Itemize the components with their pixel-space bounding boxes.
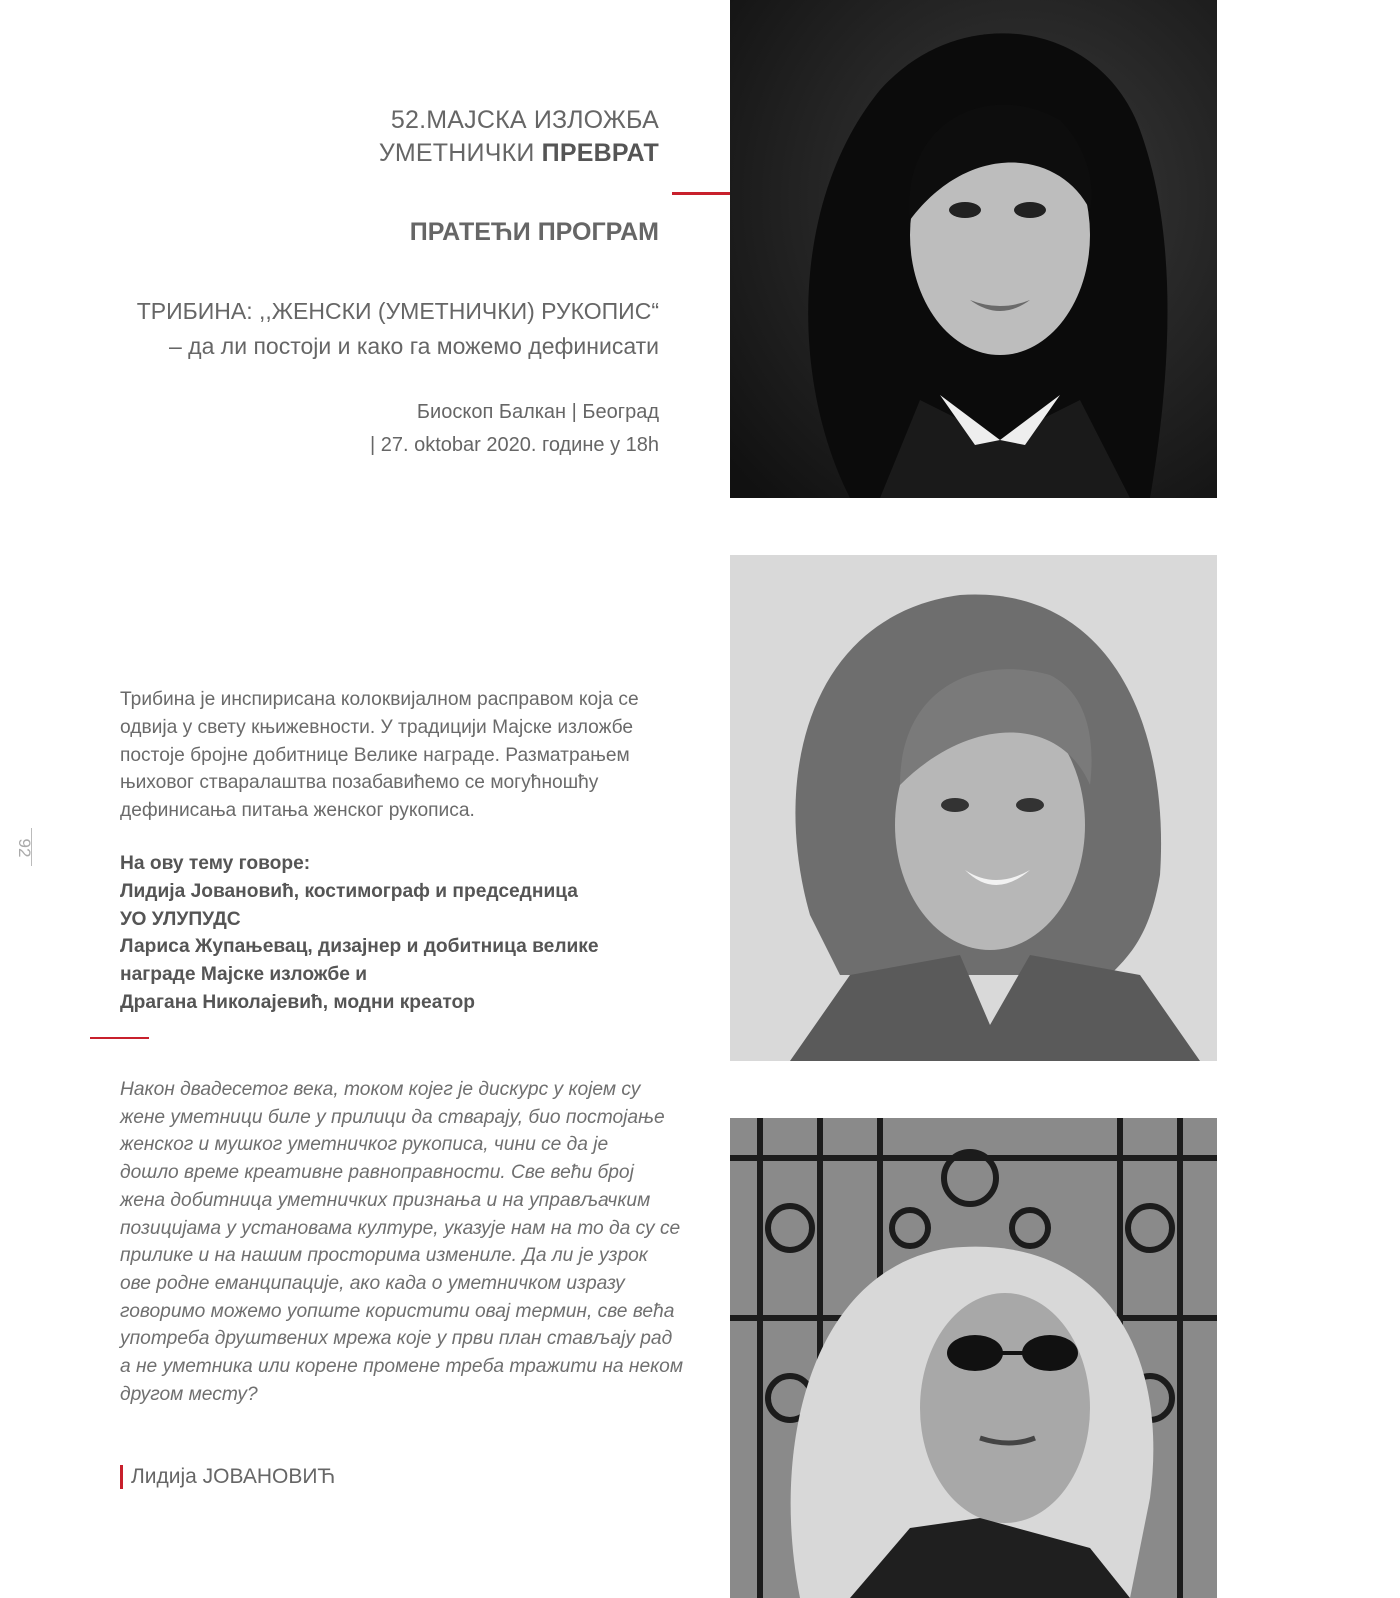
speaker-line: Драгана Николајевић, модни креатор xyxy=(120,991,475,1013)
exhibition-subtitle xyxy=(379,136,659,170)
exhibition-title: 52.МАЈСКА ИЗЛОЖБА xyxy=(390,106,659,134)
author-signature xyxy=(120,1465,335,1489)
author-accent-bar xyxy=(120,1465,123,1489)
essay-line: прилике и на нашим просторима измениле. Да ли је узрок xyxy=(120,1245,648,1267)
subtitle-regular: УМЕТНИЧКИ xyxy=(378,139,535,167)
portrait-photo-2 xyxy=(730,555,1217,1061)
red-divider-top xyxy=(672,192,732,195)
essay-line: говоримо можемо уопште користити овај термин, све већа xyxy=(120,1300,675,1322)
essay-line: Након двадесетог века, током којег је дискурс у којем су xyxy=(120,1079,641,1100)
essay-line: жене уметници биле у прилици да стварају, био постојање xyxy=(120,1106,665,1128)
essay-text xyxy=(120,1076,684,1408)
speakers-list xyxy=(120,850,680,1017)
program-heading: ПРАТЕЋИ ПРОГРАМ xyxy=(409,218,659,246)
red-divider-mid xyxy=(90,1037,149,1039)
essay-line: жена добитница уметничких признања и на управљачким xyxy=(120,1189,651,1211)
tribina-title: ТРИБИНА: ,,ЖЕНСКИ (УМЕТНИЧКИ) РУКОПИС“ xyxy=(136,298,659,324)
page-number: 92 xyxy=(15,838,34,858)
essay-line: женског и мушког уметничког рукописа, чини се да је xyxy=(120,1134,609,1156)
speaker-line: УО УЛУПУДС xyxy=(120,908,241,930)
essay-line: употреба друштвених мрежа које у први план стављају рад xyxy=(120,1328,673,1350)
portrait-photo-1 xyxy=(730,0,1217,498)
venue: Биоскоп Балкан | Београд xyxy=(416,401,659,423)
portrait-photo-3 xyxy=(730,1118,1217,1598)
event-date: | 27. oktobar 2020. године у 18h xyxy=(369,434,659,456)
intro-paragraph: Трибина је инспирисана колоквијалном расправом која се одвија у свету књижевности. У традицији Мајске изложбе постоје бројне добитнице Велике награде. Разматрањем њиховог стваралаштва позабавићемо се могућношћу дефинисања питања женског рукописа. xyxy=(120,689,639,822)
speaker-line: награде Мајске изложбе и xyxy=(120,964,368,986)
tribina-subtitle: – да ли постоји и како га можемо дефинисати xyxy=(169,333,659,359)
author-name: Лидија ЈОВАНОВИЋ xyxy=(131,1465,336,1488)
essay-line: ове родне еманципације, ако када о уметничком изразу xyxy=(120,1272,625,1294)
essay-line: дошло време креативне равноправности. Све већи број xyxy=(120,1162,634,1184)
speaker-line: Лариса Жупањевац, дизајнер и добитница велике xyxy=(120,936,599,958)
essay-line: а не уметника или корене промене треба тражити на неком xyxy=(120,1356,684,1378)
subtitle-bold: ПРЕВРАТ xyxy=(541,139,659,167)
essay-line: другом месту? xyxy=(120,1383,258,1405)
speaker-line: Лидија Јовановић, костимограф и председница xyxy=(120,880,578,902)
speakers-heading: На ову тему говоре: xyxy=(120,853,311,874)
essay-line: позицијама у установама културе, указује нам на то да су се xyxy=(120,1217,681,1239)
